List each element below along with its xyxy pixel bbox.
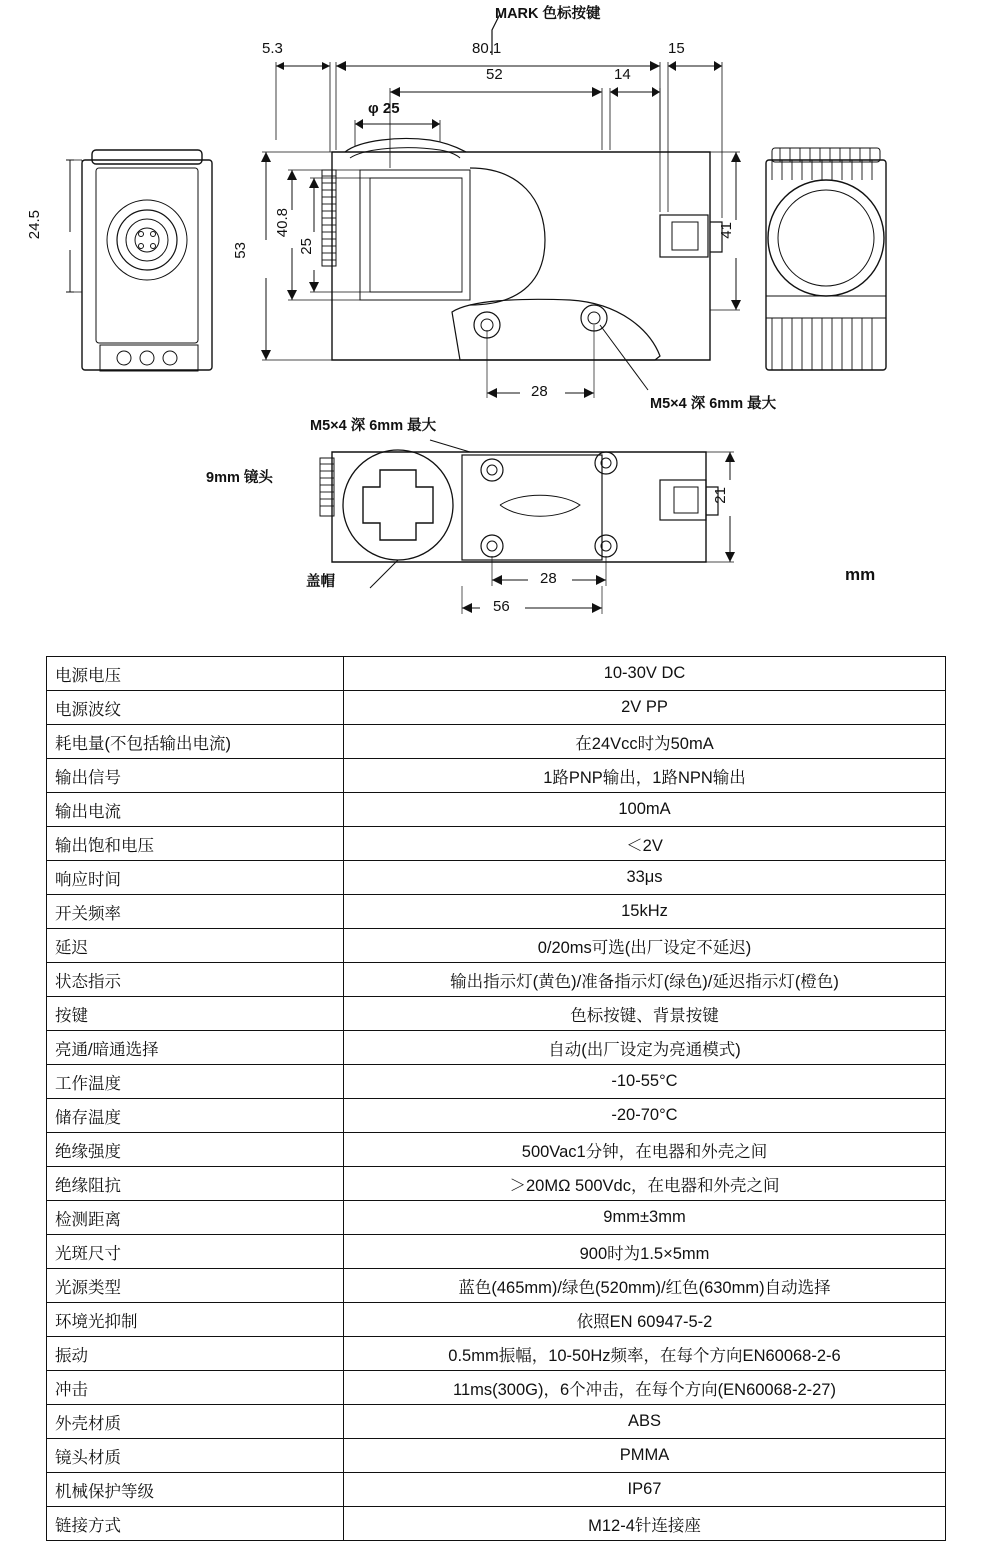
dim-56: 56 [493, 598, 510, 615]
spec-value: -20-70°C [344, 1099, 946, 1133]
spec-key: 冲击 [47, 1371, 344, 1405]
spec-value: 15kHz [344, 895, 946, 929]
table-row [47, 1235, 946, 1269]
spec-key: 检测距离 [47, 1201, 344, 1235]
spec-key: 绝缘强度 [47, 1133, 344, 1167]
spec-value: 2V PP [344, 691, 946, 725]
spec-key: 光源类型 [47, 1269, 344, 1303]
specification-table [46, 656, 946, 1541]
spec-value: 900时为1.5×5mm [344, 1235, 946, 1269]
spec-key: 电源电压 [47, 657, 344, 691]
spec-key: 外壳材质 [47, 1405, 344, 1439]
spec-value: 0.5mm振幅，10-50Hz频率，在每个方向EN60068-2-6 [344, 1337, 946, 1371]
table-row [47, 1167, 946, 1201]
spec-key: 按键 [47, 997, 344, 1031]
spec-key: 输出饱和电压 [47, 827, 344, 861]
spec-value: 10-30V DC [344, 657, 946, 691]
spec-value: M12-4针连接座 [344, 1507, 946, 1541]
m5-depth-right-label: M5×4 深 6mm 最大 [650, 396, 777, 412]
spec-key: 储存温度 [47, 1099, 344, 1133]
dim-52: 52 [486, 66, 503, 83]
table-row [47, 963, 946, 997]
spec-value: 11ms(300G)，6个冲击，在每个方向(EN60068-2-27) [344, 1371, 946, 1405]
spec-value: ABS [344, 1405, 946, 1439]
table-row [47, 759, 946, 793]
spec-key: 电源波纹 [47, 691, 344, 725]
table-row [47, 657, 946, 691]
dim-40-8: 40.8 [274, 208, 291, 238]
table-row [47, 1031, 946, 1065]
unit-label: mm [845, 565, 876, 584]
dim-25: 25 [298, 238, 315, 255]
specification-table-wrap [46, 656, 946, 1541]
table-row [47, 1099, 946, 1133]
spec-key: 绝缘阻抗 [47, 1167, 344, 1201]
mark-button-label: MARK 色标按键 [495, 6, 601, 22]
drawing-svg [0, 0, 990, 640]
spec-value: 9mm±3mm [344, 1201, 946, 1235]
dim-5-3: 5.3 [262, 40, 283, 57]
spec-key: 振动 [47, 1337, 344, 1371]
spec-value: 100mA [344, 793, 946, 827]
table-row [47, 1201, 946, 1235]
spec-value: 0/20ms可选(出厂设定不延迟) [344, 929, 946, 963]
spec-key: 机械保护等级 [47, 1473, 344, 1507]
table-row [47, 1337, 946, 1371]
table-row [47, 929, 946, 963]
spec-key: 镜头材质 [47, 1439, 344, 1473]
table-row [47, 827, 946, 861]
dim-15: 15 [668, 40, 685, 57]
table-row [47, 1065, 946, 1099]
table-row [47, 1371, 946, 1405]
spec-value: 输出指示灯(黄色)/准备指示灯(绿色)/延迟指示灯(橙色) [344, 963, 946, 997]
table-row [47, 1439, 946, 1473]
spec-key: 光斑尺寸 [47, 1235, 344, 1269]
dim-28-bottom: 28 [540, 570, 557, 587]
spec-value: 在24Vcc时为50mA [344, 725, 946, 759]
spec-key: 开关频率 [47, 895, 344, 929]
spec-value: PMMA [344, 1439, 946, 1473]
table-row [47, 1303, 946, 1337]
lens-9mm-label: 9mm 镜头 [206, 470, 273, 486]
spec-value: 500Vac1分钟，在电器和外壳之间 [344, 1133, 946, 1167]
spec-key: 链接方式 [47, 1507, 344, 1541]
spec-value: ＜2V [344, 827, 946, 861]
dim-phi-25: φ 25 [368, 100, 400, 117]
dim-24-5: 24.5 [26, 210, 43, 240]
spec-value: 1路PNP输出，1路NPN输出 [344, 759, 946, 793]
spec-value: 33μs [344, 861, 946, 895]
spec-value: -10-55°C [344, 1065, 946, 1099]
table-row [47, 1473, 946, 1507]
spec-key: 延迟 [47, 929, 344, 963]
dim-28-top: 28 [531, 383, 548, 400]
dimension-drawing [0, 0, 990, 630]
dim-80-1: 80.1 [472, 40, 502, 57]
table-row [47, 725, 946, 759]
spec-key: 工作温度 [47, 1065, 344, 1099]
spec-value: 依照EN 60947-5-2 [344, 1303, 946, 1337]
spec-key: 输出信号 [47, 759, 344, 793]
spec-value: 蓝色(465mm)/绿色(520mm)/红色(630mm)自动选择 [344, 1269, 946, 1303]
spec-key: 亮通/暗通选择 [47, 1031, 344, 1065]
spec-value: 自动(出厂设定为亮通模式) [344, 1031, 946, 1065]
table-row [47, 895, 946, 929]
table-row [47, 1507, 946, 1541]
spec-key: 输出电流 [47, 793, 344, 827]
cap-label: 盖帽 [306, 574, 335, 590]
table-row [47, 793, 946, 827]
spec-value: IP67 [344, 1473, 946, 1507]
table-row [47, 691, 946, 725]
dim-21: 21 [712, 487, 729, 504]
spec-key: 状态指示 [47, 963, 344, 997]
m5-depth-left-label: M5×4 深 6mm 最大 [310, 418, 437, 434]
table-row [47, 1269, 946, 1303]
dim-14: 14 [614, 66, 631, 83]
spec-key: 环境光抑制 [47, 1303, 344, 1337]
spec-value: 色标按键、背景按键 [344, 997, 946, 1031]
table-row [47, 1405, 946, 1439]
dim-41: 41 [718, 222, 735, 239]
table-row [47, 1133, 946, 1167]
spec-value: ＞20MΩ 500Vdc，在电器和外壳之间 [344, 1167, 946, 1201]
spec-key: 耗电量(不包括输出电流) [47, 725, 344, 759]
dim-53: 53 [232, 242, 249, 259]
table-row [47, 861, 946, 895]
table-row [47, 997, 946, 1031]
spec-key: 响应时间 [47, 861, 344, 895]
